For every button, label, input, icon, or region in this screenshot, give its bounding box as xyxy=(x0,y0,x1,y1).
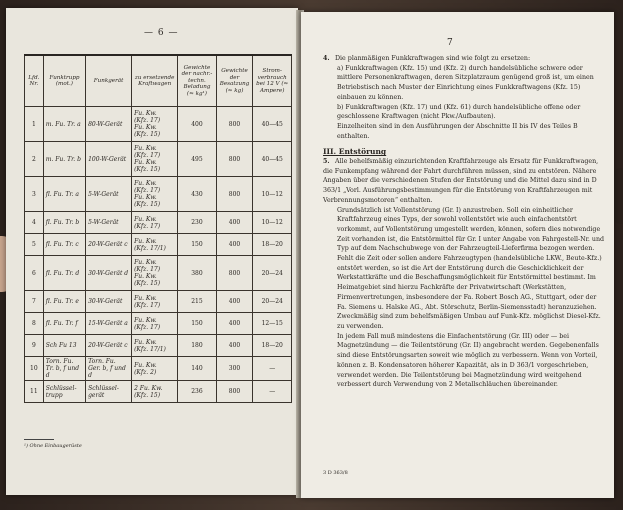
section-4-a: a) Funkkraftwagen (Kfz. 15) und (Kfz. 2) durch handelsübliche schwere oder mittlere Personenkraftwagen, deren Sitzplatzraum genügend groß ist, um einen Betriebstisch nach Muster der Einrichtung eines Funkkraftwagens (Kfz. 15) einbauen zu können. xyxy=(337,64,594,101)
cell-beladung: 400 xyxy=(178,107,216,142)
cell-trupp: Sch Fu 13 xyxy=(43,335,85,357)
cell-trupp: fl. Fu. Tr. f xyxy=(43,313,85,335)
header-strom: Strom-verbrauch bei 12 V (≈ Ampere) xyxy=(253,55,292,107)
kraftwagen-line: (Kfz. 15) xyxy=(134,166,161,173)
kraftwagen-line: (Kfz. 17) xyxy=(134,323,161,331)
cell-beladung: 430 xyxy=(178,177,216,212)
cell-nr: 6 xyxy=(25,256,44,291)
page-footer: 3 D 363/8 xyxy=(323,470,348,476)
right-page xyxy=(301,12,614,498)
kraftwagen-line: (Kfz. 15) xyxy=(134,391,161,399)
table-row xyxy=(25,381,292,403)
cell-besatzung: 400 xyxy=(216,313,253,335)
cell-beladung: 236 xyxy=(178,381,216,403)
kraftwagen-line: Fu. Kw. xyxy=(134,294,157,302)
kraftwagen-line: Fu. Kw. xyxy=(134,145,157,152)
cell-trupp: fl. Fu. Tr. e xyxy=(43,291,85,313)
kraftwagen-line: (Kfz. 17) xyxy=(134,117,161,124)
cell-trupp: m. Fu. Tr. b xyxy=(43,142,85,177)
kraftwagen-line: (Kfz. 17/1) xyxy=(134,345,166,353)
header-besatzung: Gewichte der Besatzung (≈ kg) xyxy=(216,55,253,107)
cell-strom: 40—45 xyxy=(253,107,292,142)
section-4-end: Einzelheiten sind in den Ausführungen der Abschnitte II bis IV des Teiles B enthalten. xyxy=(337,122,578,140)
kraftwagen-line: (Kfz. 17) xyxy=(134,187,161,194)
cell-beladung: 180 xyxy=(178,335,216,357)
cell-besatzung: 300 xyxy=(216,357,253,381)
kraftwagen-line: Fu. Kw. xyxy=(134,273,157,280)
cell-nr: 2 xyxy=(25,142,44,177)
cell-kraftwagen xyxy=(132,142,178,177)
kraftwagen-line: (Kfz. 15) xyxy=(134,201,161,208)
footnote-text: ¹) Ohne Einbaugerüste xyxy=(24,443,82,449)
table-row xyxy=(25,107,292,142)
kraftwagen-line: Fu. Kw. xyxy=(134,338,157,346)
kraftwagen-line: (Kfz. 15) xyxy=(134,131,161,138)
cell-besatzung: 800 xyxy=(216,107,253,142)
cell-nr: 3 xyxy=(25,177,44,212)
section-3-title-text: III. Entstörung xyxy=(323,147,387,157)
header-beladung: Gewichte der nachr.-techn. Beladung (≈ kg¹) xyxy=(178,55,216,107)
kraftwagen-line: (Kfz. 15) xyxy=(134,280,161,287)
cell-nr: 9 xyxy=(25,335,44,357)
cell-nr: 8 xyxy=(25,313,44,335)
cell-kraftwagen xyxy=(132,291,178,313)
cell-strom: 18—20 xyxy=(253,335,292,357)
cell-kraftwagen xyxy=(132,335,178,357)
cell-trupp: fl. Fu. Tr. d xyxy=(43,256,85,291)
right-page-text xyxy=(323,54,605,390)
cell-besatzung: 800 xyxy=(216,256,253,291)
footnote xyxy=(24,439,82,449)
section-5-p1 xyxy=(323,157,605,206)
left-page xyxy=(6,8,298,495)
page-number-right: 7 xyxy=(447,38,454,48)
table-row xyxy=(25,177,292,212)
vehicle-table xyxy=(24,54,292,403)
cell-trupp: m. Fu. Tr. a xyxy=(43,107,85,142)
cell-kraftwagen xyxy=(132,313,178,335)
cell-beladung: 215 xyxy=(178,291,216,313)
cell-beladung: 380 xyxy=(178,256,216,291)
kraftwagen-line: (Kfz. 17) xyxy=(134,222,161,230)
cell-besatzung: 400 xyxy=(216,234,253,256)
section-4-b: b) Funkkraftwagen (Kfz. 17) und (Kfz. 61) durch handelsübliche offene oder geschlossene Kraftwagen (nicht Pkw./Aufbauten). xyxy=(337,103,581,121)
cell-geraet: 30-W-Gerät xyxy=(86,291,132,313)
cell-beladung: 150 xyxy=(178,234,216,256)
cell-strom: 10—12 xyxy=(253,212,292,234)
cell-kraftwagen xyxy=(132,357,178,381)
header-trupp: Funktrupp (mot.) xyxy=(43,55,85,107)
cell-strom: — xyxy=(253,357,292,381)
kraftwagen-line: (Kfz. 2) xyxy=(134,368,157,376)
table-row xyxy=(25,212,292,234)
section-5-p2: Grundsätzlich ist Vollentstörung (Gr. I) anzustreben. Soll ein einheitlicher Kraftfahrzeug eines Typs, der sowohl vollentstört wie auch einfachentstört vorkommt, auf Vollentstörung umgestellt werden, können, sofern dies notwendige Zeit vorhanden ist, die Entstörmittel für Gr. I unter Angabe von Fahrgestell-Nr. und Typ auf dem Nachschubwege von der Fahrzeugteil-Lieferfirma bezogen werden. xyxy=(337,206,605,253)
cell-trupp: Schlüssel-trupp xyxy=(43,381,85,403)
cell-besatzung: 400 xyxy=(216,212,253,234)
cell-geraet: 15-W-Gerät a xyxy=(86,313,132,335)
header-geraet: Funkgerät xyxy=(86,55,132,107)
cell-beladung: 495 xyxy=(178,142,216,177)
cell-kraftwagen xyxy=(132,212,178,234)
table-header-row xyxy=(25,55,292,107)
cell-besatzung: 400 xyxy=(216,291,253,313)
kraftwagen-line: Fu. Kw. xyxy=(134,194,157,201)
section-5-p3: Fehlt die Zeit oder sollen andere Fahrzeugtypen (handelsübliche LKW., Beute-Kfz.) entstört werden, so ist die Art der Entstörung durch die Geschicklichkeit der Werkstattkräfte und die Beschaffungsmöglichkeit für Entstörmittel bestimmt. Im Heimatgebiet sind hierzu Fachkräfte der Privatwirtschaft (Werkstätten, Firmenvertretungen, insbesondere der Fa. Robert Bosch AG., Stuttgart, oder der Fa. Siemens u. Halske AG., Abt. Störschutz, Berlin-Siemensstadt) heranzuziehen. Zweckmäßig sind zum behelfsmäßigen Umbau auf Funk-Kfz. möglichst Diesel-Kfz. zu verwenden. xyxy=(337,255,602,330)
kraftwagen-line: Fu. Kw. xyxy=(134,237,157,245)
kraftwagen-line: (Kfz. 17/1) xyxy=(134,244,166,252)
cell-geraet: 20-W-Gerät c xyxy=(86,234,132,256)
cell-geraet: 20-W-Gerät c xyxy=(86,335,132,357)
cell-strom: 20—24 xyxy=(253,256,292,291)
kraftwagen-line: Fu. Kw. xyxy=(134,159,157,166)
cell-nr: 11 xyxy=(25,381,44,403)
table-row xyxy=(25,291,292,313)
kraftwagen-line: Fu. Kw. xyxy=(134,180,157,187)
section-5-number: 5. xyxy=(323,158,330,166)
cell-geraet: Torn. Fu. Ger. b, f und d xyxy=(86,357,132,381)
cell-kraftwagen xyxy=(132,107,178,142)
cell-trupp: Torn. Fu. Tr. b, f und d xyxy=(43,357,85,381)
cell-beladung: 150 xyxy=(178,313,216,335)
cell-trupp: fl. Fu. Tr. b xyxy=(43,212,85,234)
cell-beladung: 230 xyxy=(178,212,216,234)
cell-geraet: 100-W-Gerät xyxy=(86,142,132,177)
cell-besatzung: 800 xyxy=(216,381,253,403)
cell-besatzung: 800 xyxy=(216,142,253,177)
cell-geraet: Schlüssel-gerät xyxy=(86,381,132,403)
cell-strom: 10—12 xyxy=(253,177,292,212)
cell-kraftwagen xyxy=(132,256,178,291)
cell-geraet: 80-W-Gerät xyxy=(86,107,132,142)
cell-nr: 7 xyxy=(25,291,44,313)
cell-strom: 20—24 xyxy=(253,291,292,313)
cell-kraftwagen xyxy=(132,234,178,256)
cell-geraet: 5-W-Gerät xyxy=(86,177,132,212)
header-kraftwagen: zu ersetzende Kraftwagen xyxy=(132,55,178,107)
cell-besatzung: 800 xyxy=(216,177,253,212)
cell-besatzung: 400 xyxy=(216,335,253,357)
section-4-number: 4. xyxy=(323,55,330,62)
footnote-rule xyxy=(24,439,54,440)
table-row xyxy=(25,357,292,381)
section-3-title xyxy=(323,147,605,157)
cell-nr: 5 xyxy=(25,234,44,256)
kraftwagen-line: Fu. Kw. xyxy=(134,259,157,266)
cell-strom: 40—45 xyxy=(253,142,292,177)
cell-kraftwagen xyxy=(132,381,178,403)
cell-strom: 18—20 xyxy=(253,234,292,256)
kraftwagen-line: 2 Fu. Kw. xyxy=(134,384,163,392)
table-row xyxy=(25,313,292,335)
table-row xyxy=(25,234,292,256)
cell-trupp: fl. Fu. Tr. a xyxy=(43,177,85,212)
section-4-intro-text: Die planmäßigen Funkkraftwagen sind wie folgt zu ersetzen: xyxy=(335,55,531,62)
cell-nr: 4 xyxy=(25,212,44,234)
kraftwagen-line: (Kfz. 17) xyxy=(134,266,161,273)
kraftwagen-line: Fu. Kw. xyxy=(134,124,157,131)
cell-nr: 1 xyxy=(25,107,44,142)
kraftwagen-line: Fu. Kw. xyxy=(134,316,157,324)
kraftwagen-line: (Kfz. 17) xyxy=(134,301,161,309)
table-row xyxy=(25,142,292,177)
section-5-p4: In jedem Fall muß mindestens die Einfachentstörung (Gr. III) oder — bei Magnetzündung — die Teilentstörung (Gr. II) angebracht werden. Gegebenenfalls sind diese Entstörungsarten soweit wie möglich zu verbessern. Wenn von Vorteil, können z. B. Kondensatoren höherer Kapazität, als in D 363/1 vorgeschrieben, verwendet werden. Die Teilentstörung bei Magnetzündung wird weitgehend verbessert durch Verwendung von 2 Metallschläuchen übereinander. xyxy=(337,332,599,389)
kraftwagen-line: Fu. Kw. xyxy=(134,110,157,117)
kraftwagen-line: Fu. Kw. xyxy=(134,215,157,223)
cell-beladung: 140 xyxy=(178,357,216,381)
page-number-left: — 6 — xyxy=(144,28,179,38)
header-nr: Lfd. Nr. xyxy=(25,55,44,107)
kraftwagen-line: Fu. Kw. xyxy=(134,361,157,369)
table-row xyxy=(25,335,292,357)
section-4-intro xyxy=(323,54,605,64)
cell-strom: 12—15 xyxy=(253,313,292,335)
kraftwagen-line: (Kfz. 17) xyxy=(134,152,161,159)
cell-trupp: fl. Fu. Tr. c xyxy=(43,234,85,256)
cell-nr: 10 xyxy=(25,357,44,381)
section-5-p1-text: Alle behelfsmäßig einzurichtenden Kraftfahrzeuge als Ersatz für Funkkraftwagen, die Funkempfang während der Fahrt durchführen müssen, sind zu entstören. Nähere Angaben über die verschiedenen Stufen der Entstörung und die Mittel dazu sind in D 363/1 „Vorl. Ausführungsbestimmungen für die Entstörung von Kraftfahrzeugen mit Verbrennungsmotoren“ enthalten. xyxy=(323,158,599,204)
cell-kraftwagen xyxy=(132,177,178,212)
cell-geraet: 30-W-Gerät d xyxy=(86,256,132,291)
cell-strom: — xyxy=(253,381,292,403)
table-row xyxy=(25,256,292,291)
cell-geraet: 5-W-Gerät xyxy=(86,212,132,234)
